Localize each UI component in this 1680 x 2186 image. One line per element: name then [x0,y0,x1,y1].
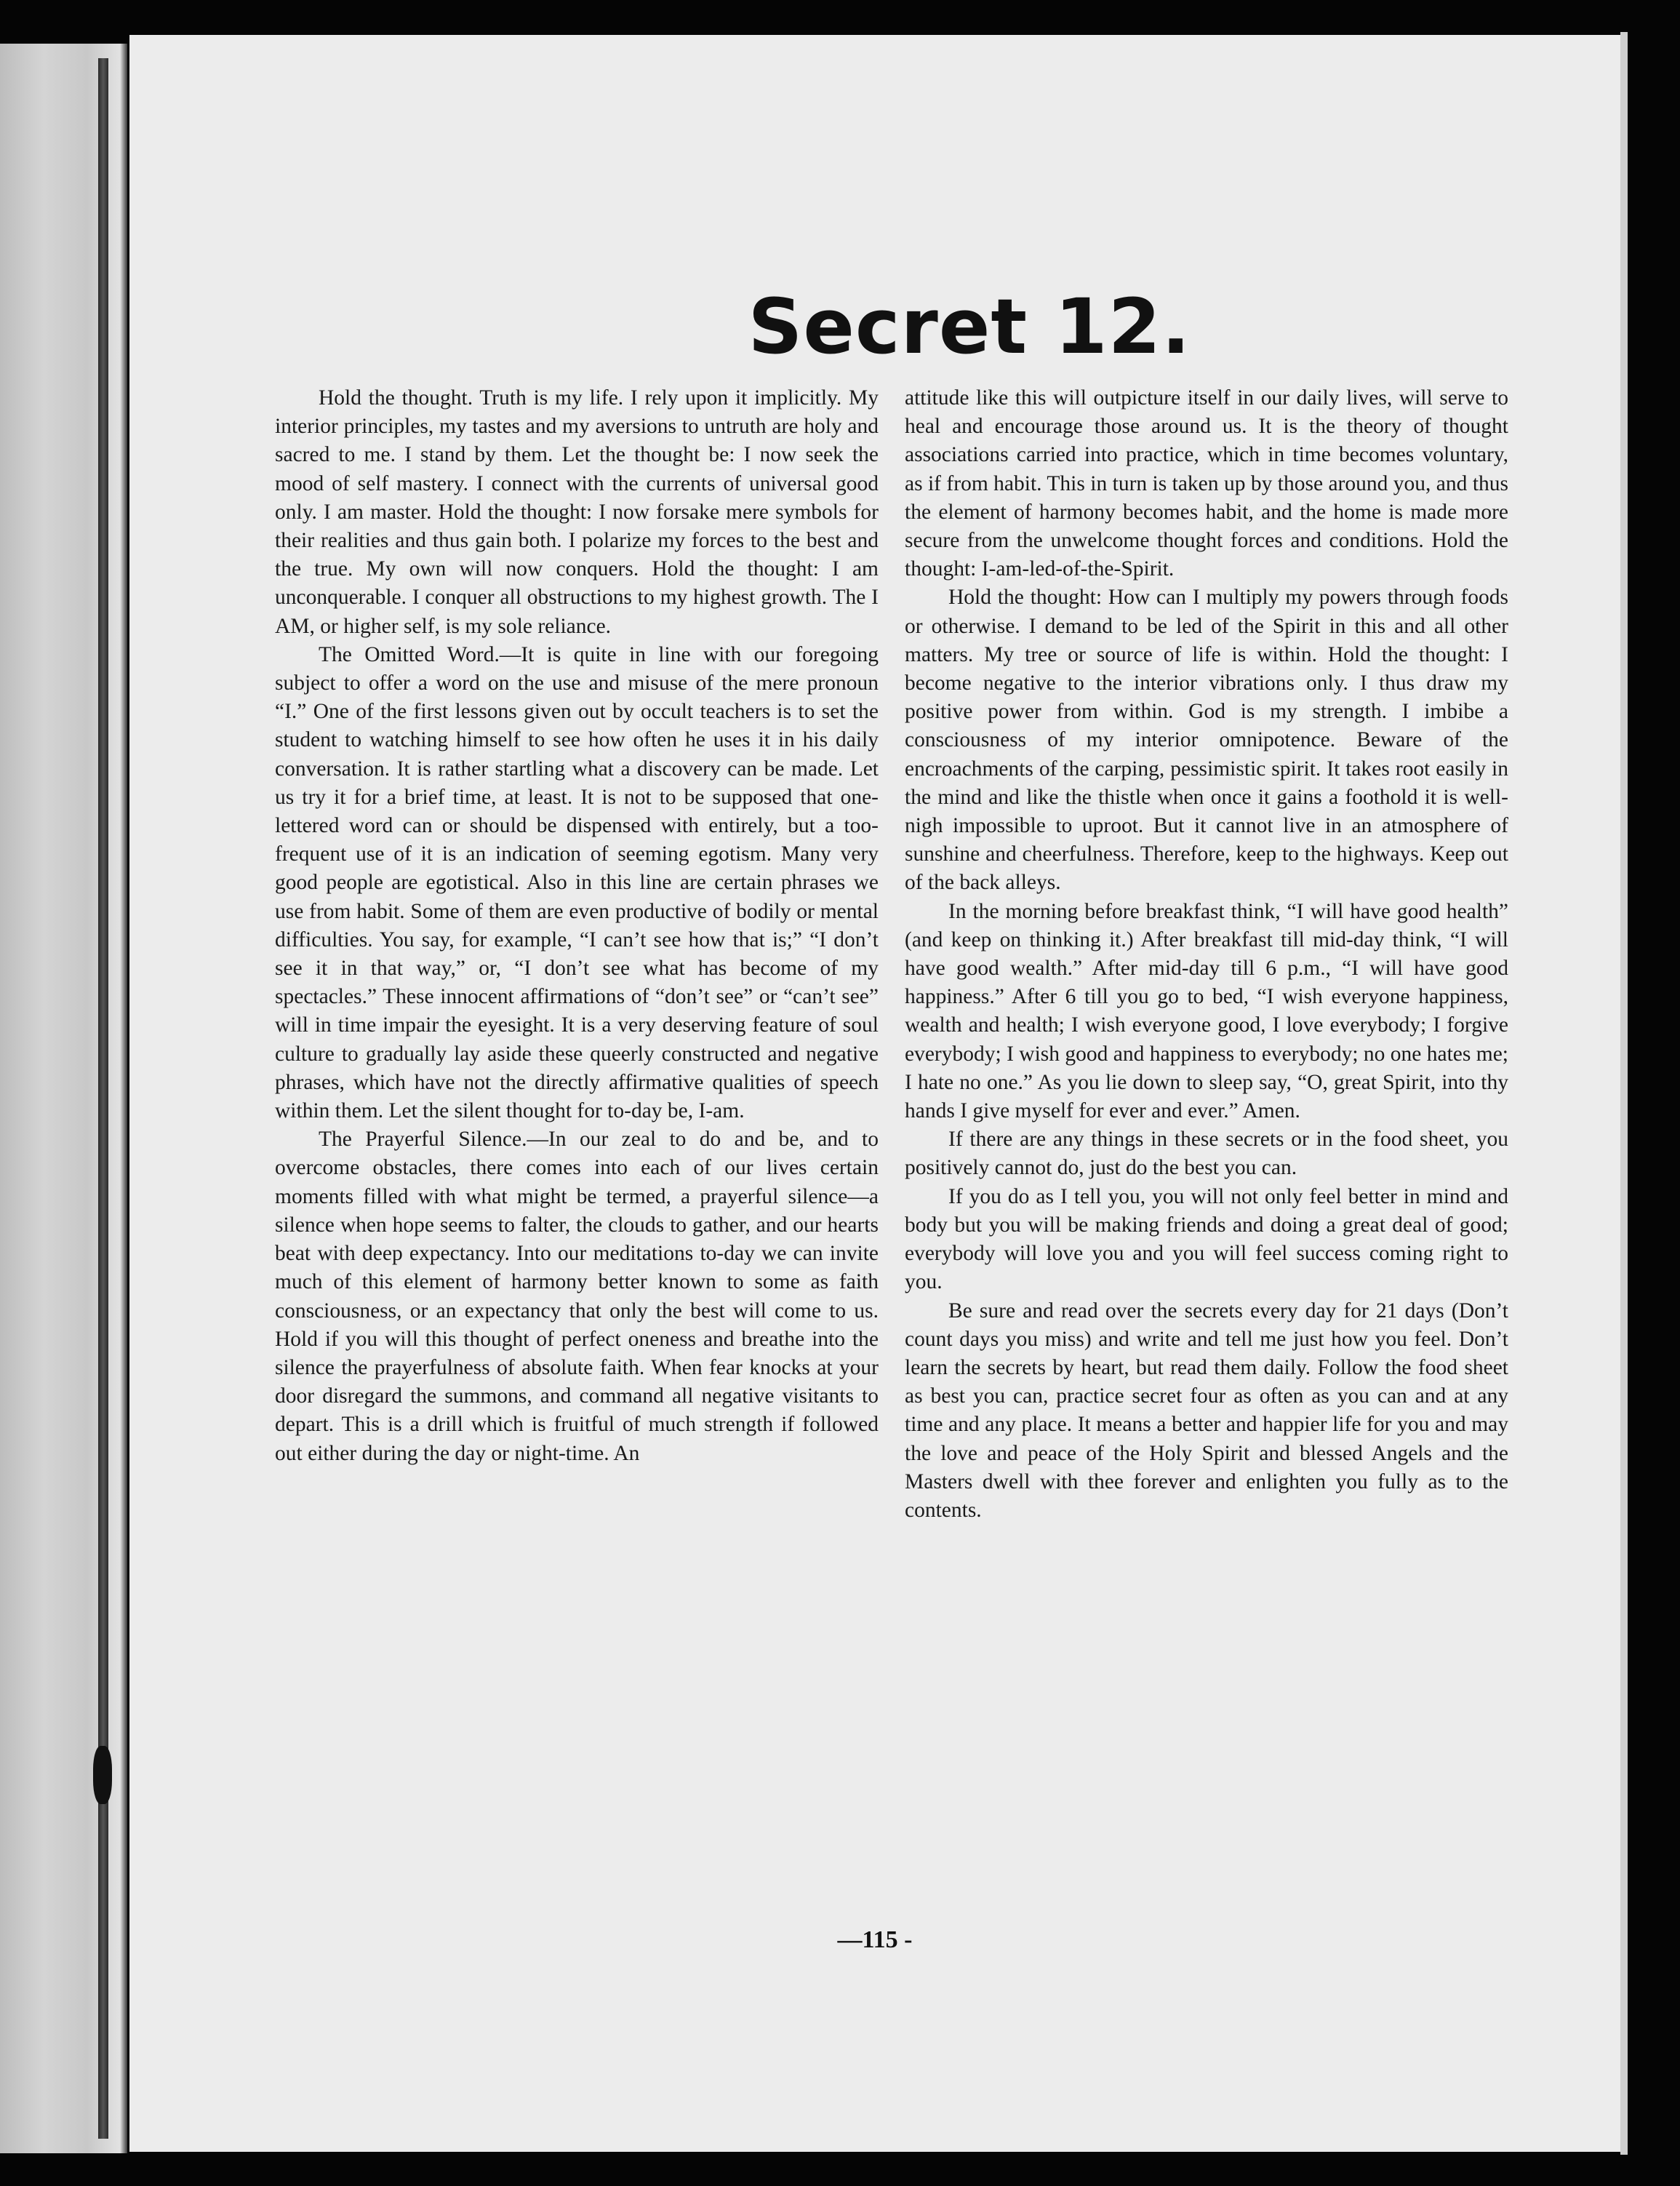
document-page [129,35,1620,2152]
spine-binding-mark [93,1746,112,1804]
paragraph: Hold the thought: How can I multiply my powers through foods or otherwise. I demand to be led of the Spirit in this and all other matters. My tree or source of life is within. Hold the thought: I become negative to the interior vibrations only. I thus draw my positive power from within. God is my strength. I imbibe a consciousness of my interior omnipotence. Beware of the encroachments of the carping, pessimistic spirit. It takes root easily in the mind and like the thistle when once it gains a foothold it is well-nigh impossible to uproot. But it cannot live in an atmosphere of sunshine and cheerfulness. Therefore, keep to the highways. Keep out of the back alleys. [905,586,1508,895]
paragraph: In the morning before breakfast think, “I will have good health” (and keep on thinking it.) After breakfast till mid-day think, “I will have good wealth.” After mid-day till 6 p.m., “I will have good happiness.” After 6 till you go to bed, “I wish everyone happiness, wealth and health; I wish everyone good, I love everybody; I forgive everybody; I wish good and happiness to everybody; no one hates me; I hate no one.” As you lie down to sleep say, “O, great Spirit, into thy hands I give myself for ever and ever.” Amen. [905,899,1508,1123]
page-number: —115 - [837,1926,913,1953]
paragraph: If there are any things in these secrets or in the food sheet, you positively cannot do, just do the best you can. [905,1128,1508,1180]
paragraph: The Prayerful Silence.—In our zeal to do and be, and to overcome obstacles, there comes into each of our lives certain moments filled with what might be termed, a prayerful silence—a silence when hope seems to falter, the clouds to gather, and our hearts beat with deep expectancy. Into our meditations to-day we can invite much of this element of harmony better known to some as faith consciousness, or an expectancy that only the best will come to us. Hold if you will this thought of perfect oneness and breathe into the silence the prayerfulness of absolute faith. When fear knocks at your door disregard the summons, and command all negative visitants to depart. This is a drill which is fruitful of much strength if followed out either during the day or night-time. An [275,1128,879,1465]
paragraph-continued: attitude like this will outpicture itself in our daily lives, will serve to heal and encourage those around us. It is the theory of thought associations carried into practice, which in time becomes voluntary, as if from habit. This in turn is taken up by those around you, and thus the element of harmony becomes habit, and the home is made more secure from the unwelcome thought forces and conditions. Hold the thought: I-am-led-of-the-Spirit. [905,386,1508,581]
book-spine-shadow [98,58,108,2139]
paragraph: Hold the thought. Truth is my life. I rely upon it implicitly. My interior principles, my tastes and my aversions to untruth are holy and sacred to me. I stand by them. Let the thought be: I now seek the mood of self mastery. I connect with the currents of universal good only. I am master. Hold the thought: I now forsake mere symbols for their realities and thus gain both. I polarize my forces to the best and the true. My own will now conquers. Hold the thought: I am unconquerable. I conquer all obstructions to my highest growth. The I AM, or higher self, is my sole reliance. [275,386,879,638]
page-right-edge [1620,32,1628,2155]
paragraph: If you do as I tell you, you will not only feel better in mind and body but you will be making friends and doing a great deal of good; everybody will love you and you will feel success coming right to you. [905,1184,1508,1294]
paragraph: The Omitted Word.—It is quite in line with our foregoing subject to offer a word on the use and misuse of the mere pronoun “I.” One of the first lessons given out by occult teachers is to set the student to watching himself to see how often he uses it in his daily conversation. It is rather startling what a discovery can be made. Let us try it for a brief time, at least. It is not to be supposed that one-lettered word can or should be dispensed with entirely, but a too-frequent use of it is an indication of seeming egotism. Many very good people are egotistical. Also in this line are certain phrases we use from habit. Some of them are even productive of bodily or mental difficulties. You say, for example, “I can’t see how that is;” “I don’t see it in that way,” or, “I don’t see what has become of my spectacles.” These innocent affirmations of “don’t see” or “can’t see” will in time impair the eyesight. It is a very deserving feature of soul culture to gradually lay aside these queerly constructed and negative phrases, which have not the directly affirmative qualities of speech within them. Let the silent thought for to-day be, I-am. [275,642,879,1123]
left-column [275,384,879,1468]
page-title: Secret 12. [748,282,1191,371]
right-column [905,384,1508,1525]
paragraph: Be sure and read over the secrets every day for 21 days (Don’t count days you miss) and write and tell me just how you feel. Don’t learn the secrets by heart, but read them daily. Follow the food sheet as best you can, practice secret four as often as you can and at any time and any place. It means a better and happier life for you and may the love and peace of the Holy Spirit and blessed Angels and the Masters dwell with thee forever and enlighten you fully as to the contents. [905,1299,1508,1522]
